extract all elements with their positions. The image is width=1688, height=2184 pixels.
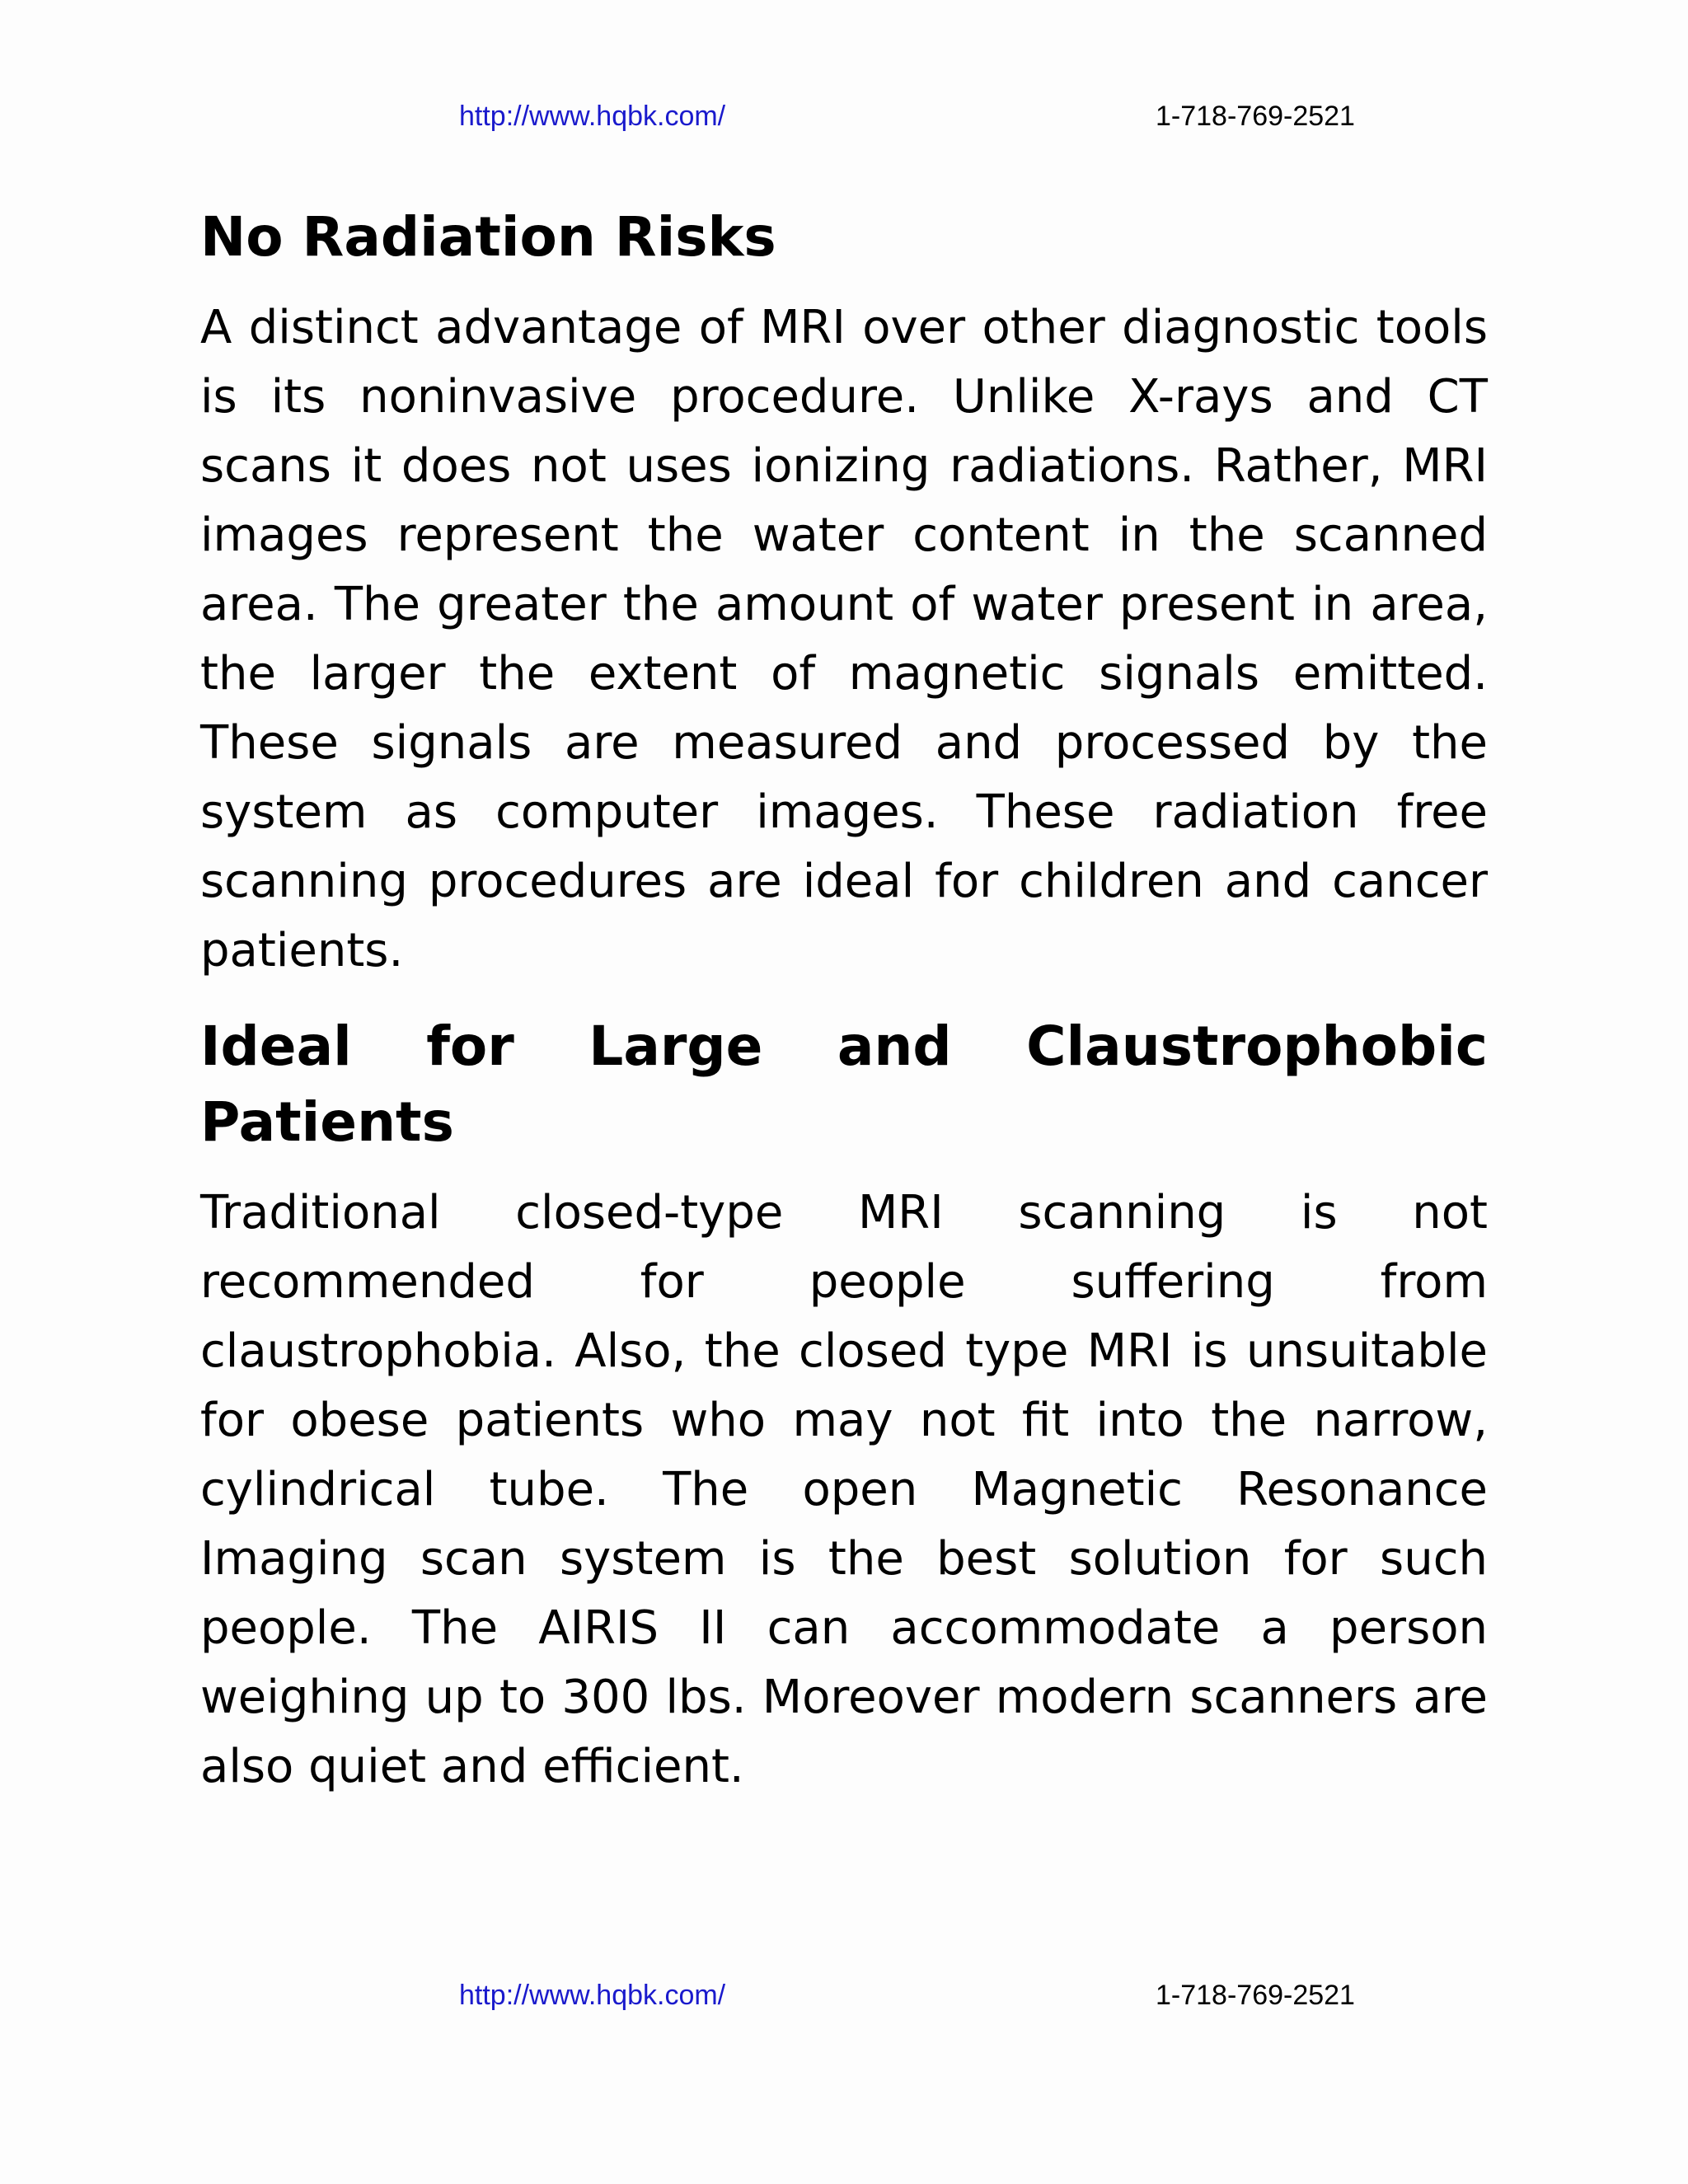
- page-footer: [0, 1980, 1688, 2016]
- header-url-link[interactable]: http://www.hqbk.com/: [459, 101, 726, 132]
- section-title-no-radiation-risks: No Radiation Risks: [200, 205, 776, 269]
- section-title-large-claustrophobic-patients: Ideal for Large and Claustrophobic Patients: [200, 1015, 1488, 1154]
- page-header: [0, 101, 1688, 137]
- section-paragraph-large-claustrophobic-patients: Traditional closed-type MRI scanning is not recommended for people suffering from claustrophobia. Also, the closed type MRI is unsuitable for obese patients who may not fit into the narrow, cylindrical tube. The open Magnetic Resonance Imaging scan system is the best solution for such people. The AIRIS II can accommodate a person weighing up to 300 lbs. Moreover modern scanners are also quiet and efficient.: [200, 1186, 1488, 1793]
- header-phone: 1-718-769-2521: [1156, 101, 1355, 132]
- footer-url-link[interactable]: http://www.hqbk.com/: [459, 1980, 726, 2011]
- footer-phone: 1-718-769-2521: [1156, 1980, 1355, 2011]
- document-body: [200, 199, 1488, 1802]
- section-paragraph-no-radiation-risks: A distinct advantage of MRI over other diagnostic tools is its noninvasive procedure. Unlike X-rays and CT scans it does not uses ionizing radiations. Rather, MRI images represent the water content in the scanned area. The greater the amount of water present in area, the larger the extent of magnetic signals emitted. These signals are measured and processed by the system as computer images. These radiation free scanning procedures are ideal for children and cancer patients.: [200, 301, 1488, 977]
